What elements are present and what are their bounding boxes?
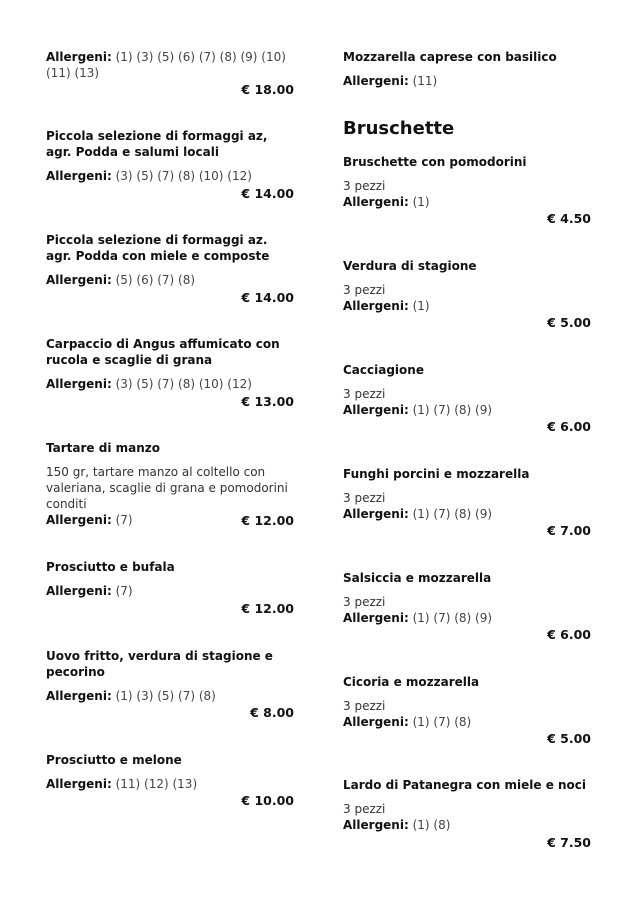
item-name: Cacciagione [343,363,424,377]
allergens [343,194,593,210]
allergen-label: Allergeni: [46,377,112,391]
price: € 18.00 [241,82,294,97]
allergen-label: Allergeni: [46,777,112,791]
price: € 8.00 [250,705,294,720]
allergen-list: (1) [412,195,430,209]
allergen-label: Allergeni: [343,299,409,313]
menu-item [343,49,593,89]
allergen-list: (3) (5) (7) (8) (10) (12) [115,169,252,183]
item-description: 3 pezzi [343,699,386,713]
price: € 5.00 [547,315,591,330]
price: € 12.00 [241,601,294,616]
allergen-label: Allergeni: [343,403,409,417]
allergen-label: Allergeni: [343,818,409,832]
allergen-label: Allergeni: [46,513,112,527]
item-name: Verdura di stagione [343,259,477,273]
allergen-list: (1) (3) (5) (7) (8) [115,689,216,703]
allergen-label: Allergeni: [343,715,409,729]
allergen-label: Allergeni: [46,273,112,287]
allergens [343,73,593,89]
price: € 13.00 [241,394,294,409]
price: € 7.50 [547,835,591,850]
allergens [46,272,296,288]
price: € 4.50 [547,211,591,226]
item-name: Prosciutto e melone [46,753,182,767]
item-description: 3 pezzi [343,595,386,609]
item-name: Lardo di Patanegra con miele e noci [343,778,587,792]
allergens [343,298,593,314]
allergens [343,817,603,833]
item-name: Mozzarella caprese con basilico [343,50,557,64]
menu-item [46,128,296,184]
menu-item [46,336,296,392]
menu-item [46,559,296,599]
menu-item [46,49,296,81]
allergen-label: Allergeni: [343,195,409,209]
item-name: Prosciutto e bufala [46,560,175,574]
price: € 14.00 [241,186,294,201]
item-name: Carpaccio di Angus affumicato con rucola e scaglie di grana [46,337,280,367]
menu-item [343,777,603,833]
item-name: Uovo fritto, verdura di stagione e pecorino [46,649,273,679]
item-name: Salsiccia e mozzarella [343,571,492,585]
item-name: Bruschette con pomodorini [343,155,527,169]
item-description: 150 gr, tartare manzo al coltello con valeriana, scaglie di grana e pomodorini conditi [46,465,288,511]
allergen-label: Allergeni: [46,169,112,183]
allergen-list: (11) [412,74,438,88]
menu-item [343,154,593,210]
allergen-list: (1) (7) (8) (9) [412,611,493,625]
menu-item [343,466,593,522]
item-name: Piccola selezione di formaggi az. agr. Podda con miele e composte [46,233,270,263]
item-name: Tartare di manzo [46,441,160,455]
allergens [343,506,593,522]
item-name: Funghi porcini e mozzarella [343,467,530,481]
menu-item [46,752,296,792]
menu-item [343,362,593,418]
allergen-list: (1) [412,299,430,313]
allergen-list: (7) [115,513,133,527]
allergen-list: (1) (3) (5) (6) (7) (8) (9) (10) (11) (13) [46,50,286,80]
item-name: Piccola selezione di formaggi az, agr. Podda e salumi locali [46,129,268,159]
price: € 6.00 [547,627,591,642]
allergen-list: (1) (8) [412,818,451,832]
allergens [343,610,593,626]
allergen-label: Allergeni: [46,584,112,598]
allergen-label: Allergeni: [343,74,409,88]
allergens [46,168,296,184]
price: € 14.00 [241,290,294,305]
price: € 10.00 [241,793,294,808]
section-title: Bruschette [343,118,455,139]
item-description: 3 pezzi [343,283,386,297]
menu-item [343,570,593,626]
menu-item [46,232,296,288]
allergen-list: (1) (7) (8) [412,715,472,729]
price: € 5.00 [547,731,591,746]
allergens [46,776,296,792]
allergen-list: (7) [115,584,133,598]
allergens [343,402,593,418]
allergens [46,583,296,599]
item-description: 3 pezzi [343,491,386,505]
item-description: 3 pezzi [343,802,386,816]
allergen-list: (1) (7) (8) (9) [412,507,493,521]
allergens [46,49,296,81]
allergen-list: (1) (7) (8) (9) [412,403,493,417]
allergen-label: Allergeni: [46,50,112,64]
item-name: Cicoria e mozzarella [343,675,480,689]
allergens [343,714,593,730]
allergens [46,376,296,392]
allergen-list: (5) (6) (7) (8) [115,273,196,287]
menu-item [343,674,593,730]
allergen-list: (11) (12) (13) [115,777,198,791]
menu-item [46,648,296,704]
price: € 6.00 [547,419,591,434]
item-description: 3 pezzi [343,179,386,193]
allergen-list: (3) (5) (7) (8) (10) (12) [115,377,252,391]
allergens [46,688,296,704]
price: € 7.00 [547,523,591,538]
item-description: 3 pezzi [343,387,386,401]
price: € 12.00 [241,513,294,528]
menu-item [343,258,593,314]
allergen-label: Allergeni: [46,689,112,703]
allergen-label: Allergeni: [343,611,409,625]
allergen-label: Allergeni: [343,507,409,521]
